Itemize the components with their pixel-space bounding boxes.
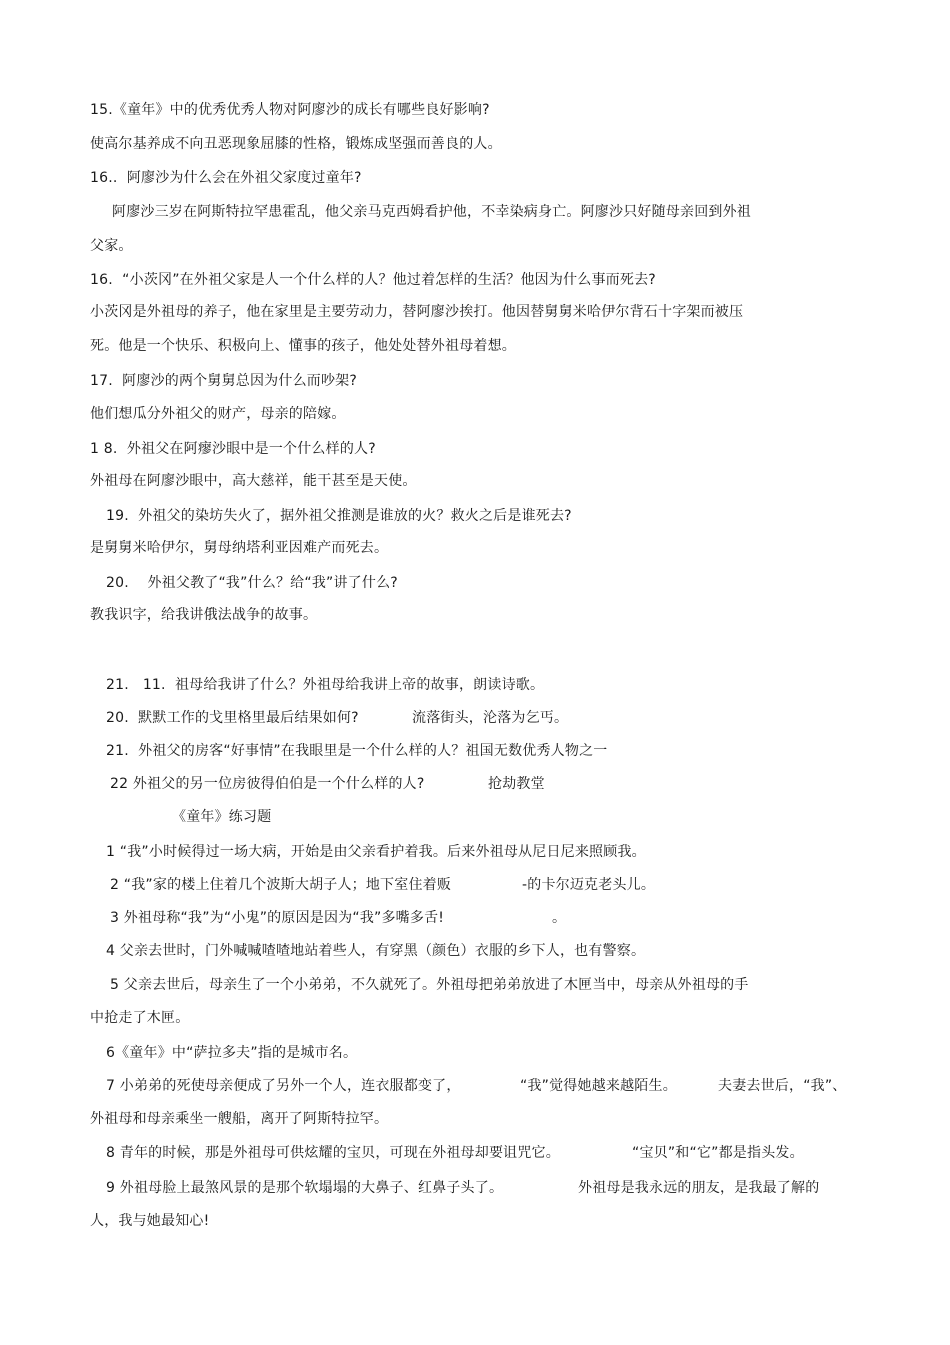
answer-18: 外祖母在阿廖沙眼中，高大慈祥，能干甚至是天使。 [90, 473, 417, 489]
question-17: 17. 阿廖沙的两个舅舅总因为什么而吵架? [90, 373, 357, 389]
question-18: 1 8. 外祖父在阿瘳沙眼中是一个什么样的人? [90, 441, 376, 457]
exercise-6: 6《童年》中“萨拉多夫”指的是城市名。 [106, 1045, 358, 1061]
exercise-9-line2: 人，我与她最知心! [90, 1213, 210, 1229]
answer-15: 使高尔基养成不向丑恶现象屈膝的性格，锻炼成坚强而善良的人。 [90, 136, 502, 152]
exercise-7-line2: 外祖母和母亲乘坐一艘船，离开了阿斯特拉罕。 [90, 1111, 389, 1127]
exercise-7-part2: “我”觉得她越来越陌生。 [520, 1078, 677, 1094]
answer-16b-line2: 死。他是一个快乐、积极向上、懂事的孩子，他处处替外祖母着想。 [90, 338, 516, 354]
exercise-3-period: 。 [552, 910, 567, 926]
item-22-answer: 抢劫教堂 [488, 776, 545, 792]
exercise-4: 4 父亲去世时，门外喊喊喳喳地站着些人，有穿黑（颜色）衣服的乡下人，也有警察。 [106, 943, 646, 959]
exercise-5-line1: 5 父亲去世后，母亲生了一个小弟弟，不久就死了。外祖母把弟弟放进了木匣当中，母亲从外祖母的手 [110, 977, 749, 993]
exercise-5-line2: 中抢走了木匣。 [90, 1010, 190, 1026]
question-15: 15.《童年》中的优秀优秀人物对阿廖沙的成长有哪些良好影响? [90, 102, 490, 118]
question-19: 19. 外祖父的染坊失火了，据外祖父推测是谁放的火？救火之后是谁死去? [106, 508, 572, 524]
exercise-8-part2: “宝贝”和“它”都是指头发。 [632, 1145, 804, 1161]
exercise-9-part1: 9 外祖母脸上最煞风景的是那个软塌塌的大鼻子、红鼻子头了。 [106, 1180, 504, 1196]
answer-16b-line1: 小茨冈是外祖母的养子，他在家里是主要劳动力，替阿廖沙挨打。他因替舅舅米哈伊尔背石十字架而被压 [90, 304, 744, 320]
exercise-7-part1: 7 小弟弟的死使母亲便成了另外一个人，连衣服都变了， [106, 1078, 461, 1094]
answer-17: 他们想瓜分外祖父的财产，母亲的陪嫁。 [90, 406, 346, 422]
exercise-2-continued: -的卡尔迈克老头儿。 [522, 877, 656, 893]
exercise-1: 1 “我”小时候得过一场大病，开始是由父亲看护着我。后来外祖母从尼日尼来照顾我。 [106, 844, 646, 860]
item-21-good-thing: 21. 外祖父的房客“好事情”在我眼里是一个什么样的人？祖国无数优秀人物之一 [106, 743, 608, 759]
question-20: 20. 外祖父教了“我”什么？给“我”讲了什么? [106, 575, 398, 591]
exercise-2: 2 “我”家的楼上住着几个波斯大胡子人；地下室住着贩 [110, 877, 452, 893]
item-20-answer: 流落街头，沦落为乞丐。 [412, 710, 569, 726]
item-22-question: 22 外祖父的另一位房彼得伯伯是一个什么样的人? [110, 776, 425, 792]
question-16b: 16. “小茨冈”在外祖父家是人一个什么样的人？他过着怎样的生活？他因为什么事而死去? [90, 272, 656, 288]
item-20-question: 20. 默默工作的戈里格里最后结果如何? [106, 710, 359, 726]
answer-19: 是舅舅米哈伊尔，舅母纳塔利亚因难产而死去。 [90, 540, 389, 556]
section-title: 《童年》练习题 [172, 809, 272, 825]
question-16a: 16.. 阿廖沙为什么会在外祖父家度过童年? [90, 170, 362, 186]
exercise-7-part3: 夫妻去世后，“我”、 [718, 1078, 847, 1094]
exercise-8-part1: 8 青年的时候，那是外祖母可供炫耀的宝贝，可现在外祖母却要诅咒它。 [106, 1145, 560, 1161]
answer-16a-line2: 父家。 [90, 238, 133, 254]
item-21-grandmother: 21. 11. 祖母给我讲了什么？外祖母给我讲上帝的故事，朗读诗歌。 [106, 677, 545, 693]
exercise-3: 3 外祖母称“我”为“小鬼”的原因是因为“我”多嘴多舌! [110, 910, 445, 926]
exercise-9-part2: 外祖母是我永远的朋友，是我最了解的 [578, 1180, 820, 1196]
answer-16a-line1: 阿廖沙三岁在阿斯特拉罕患霍乱，他父亲马克西姆看护他，不幸染病身亡。阿廖沙只好随母亲回到外祖 [112, 204, 751, 220]
answer-20: 教我识字，给我讲俄法战争的故事。 [90, 607, 318, 623]
